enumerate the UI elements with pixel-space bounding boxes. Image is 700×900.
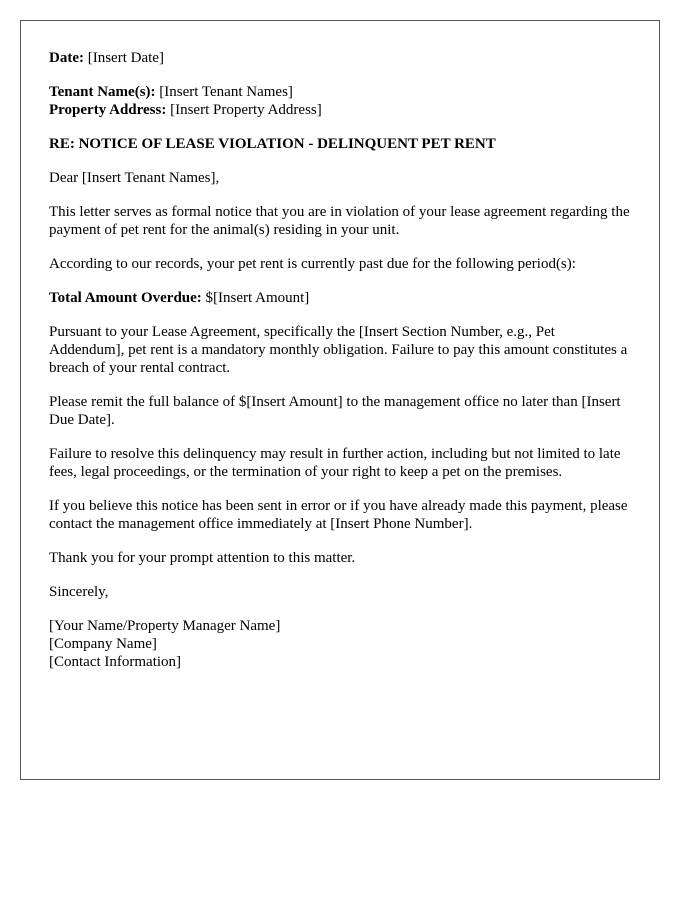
paragraph-violation-notice: This letter serves as formal notice that you are in violation of your lease agreement regarding the payment of pet rent for the animal(s) residing in your unit. [49,204,630,238]
paragraph-records: According to our records, your pet rent is currently past due for the following period(s): [49,256,576,272]
property-label: Property Address: [49,102,167,118]
tenant-value: [Insert Tenant Names] [155,84,293,100]
signature-name: [Your Name/Property Manager Name] [49,618,281,634]
paragraph-consequences: Failure to resolve this delinquency may result in further action, including but not limited to late fees, legal proceedings, or the termination of your right to keep a pet on the premises. [49,446,621,480]
date-line [49,49,631,67]
date-label: Date: [49,50,84,66]
signature-block [49,617,631,671]
paragraph-remit: Please remit the full balance of $[Insert Amount] to the management office no later than [Insert Due Date]. [49,394,621,428]
property-line [49,101,631,119]
tenant-label: Tenant Name(s): [49,84,156,100]
tenant-line [49,83,631,101]
total-value: $[Insert Amount] [201,290,310,306]
date-value: [Insert Date] [83,50,164,66]
property-value: [Insert Property Address] [166,102,322,118]
paragraph-contact: If you believe this notice has been sent in error or if you have already made this payment, please contact the management office immediately at [Insert Phone Number]. [49,498,628,532]
letter-page [20,20,660,780]
total-label: Total Amount Overdue: [49,290,202,306]
paragraph-lease-agreement: Pursuant to your Lease Agreement, specifically the [Insert Section Number, e.g., Pet Addendum], pet rent is a mandatory monthly obligation. Failure to pay this amount constitutes a breach of your rental contract. [49,324,628,376]
total-overdue-line [49,289,631,307]
signature-contact: [Contact Information] [49,654,182,670]
subject-line: RE: NOTICE OF LEASE VIOLATION - DELINQUENT PET RENT [49,136,496,152]
tenant-info-block [49,83,631,119]
closing: Sincerely, [49,584,109,600]
salutation: Dear [Insert Tenant Names], [49,170,220,186]
paragraph-thanks: Thank you for your prompt attention to this matter. [49,550,356,566]
signature-company: [Company Name] [49,636,157,652]
